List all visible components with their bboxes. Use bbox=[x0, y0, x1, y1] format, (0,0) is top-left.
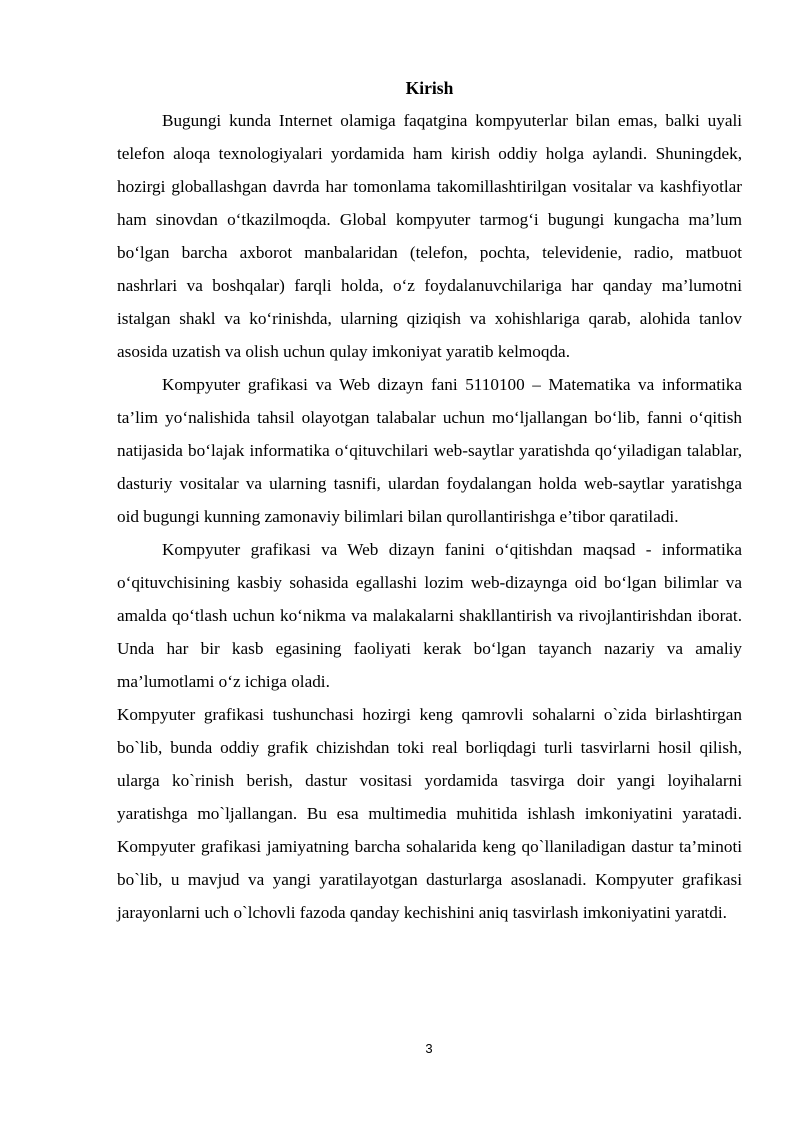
paragraph-course-goal: Kompyuter grafikasi va Web dizayn fanini o‘qitishdan maqsad - informatika o‘qituvchisining kasbiy sohasida egallashi lozim web-dizaynga oid bo‘lgan bilimlar va amalda qo‘tlash uchun ko‘nikma va malakalarni shakllantirish va rivojlantirishdan iborat. Unda har bir kasb egasining faoliyati kerak bo‘lgan tayanch nazariy va amaliy ma’lumotlami o‘z ichiga oladi. bbox=[117, 540, 742, 691]
paragraph-graphics-concept: Kompyuter grafikasi tushunchasi hozirgi keng qamrovli sohalarni o`zida birlashtirgan bo`lib, bunda oddiy grafik chizishdan toki real borliqdagi turli tasvirlarni hosil qilish, ularga ko`rinish berish, dastur vositasi yordamida tasvirga doir yangi loyihalarni yaratishga mo`ljallangan. Bu esa multimedia muhitida ishlash imkoniyatini yaratadi. Kompyuter grafikasi jamiyatning barcha sohalarida keng qo`llaniladigan dastur ta’minoti bo`lib, u mavjud va yangi yaratilayotgan dasturlarga asoslanadi. Kompyuter grafikasi jarayonlarni uch o`lchovli fazoda qanday kechishini aniq tasvirlash imkoniyatini yaratdi. bbox=[117, 705, 742, 922]
document-page bbox=[117, 74, 742, 929]
paragraph-intro: Bugungi kunda Internet olamiga faqatgina kompyuterlar bilan emas, balki uyali telefon aloqa texnologiyalari yordamida ham kirish oddiy holga aylandi. Shuningdek, hozirgi globallashgan davrda har tomonlama takomillashtirilgan vositalar va kashfiyotlar ham sinovdan o‘tkazilmoqda. Global kompyuter tarmog‘i bugungi kungacha ma’lum bo‘lgan barcha axborot manbalaridan (telefon, pochta, televidenie, radio, matbuot nashrlari va boshqalar) farqli holda, o‘z foydalanuvchilariga har qanday ma’lumotni istalgan shakl va ko‘rinishda, ularning qiziqish va xohishlariga qarab, alohida tanlov asosida uzatish va olish uchun qulay imkoniyat yaratib kelmoqda. bbox=[117, 111, 742, 361]
paragraph-course-description: Kompyuter grafikasi va Web dizayn fani 5110100 – Matematika va informatika ta’lim yo‘nalishida tahsil olayotgan talabalar uchun mo‘ljallangan bo‘lib, fanni o‘qitish natijasida bo‘lajak informatika o‘qituvchilari web-saytlar yaratishda qo‘yiladigan talablar, dasturiy vositalar va ularning tasnifi, ulardan foydalangan holda web-saytlar yaratishga oid bugungi kunning zamonaviy bilimlari bilan qurollantirishga e’tibor qaratiladi. bbox=[117, 375, 742, 526]
page-title: Kirish bbox=[405, 78, 454, 98]
page-number: 3 bbox=[425, 1041, 433, 1056]
